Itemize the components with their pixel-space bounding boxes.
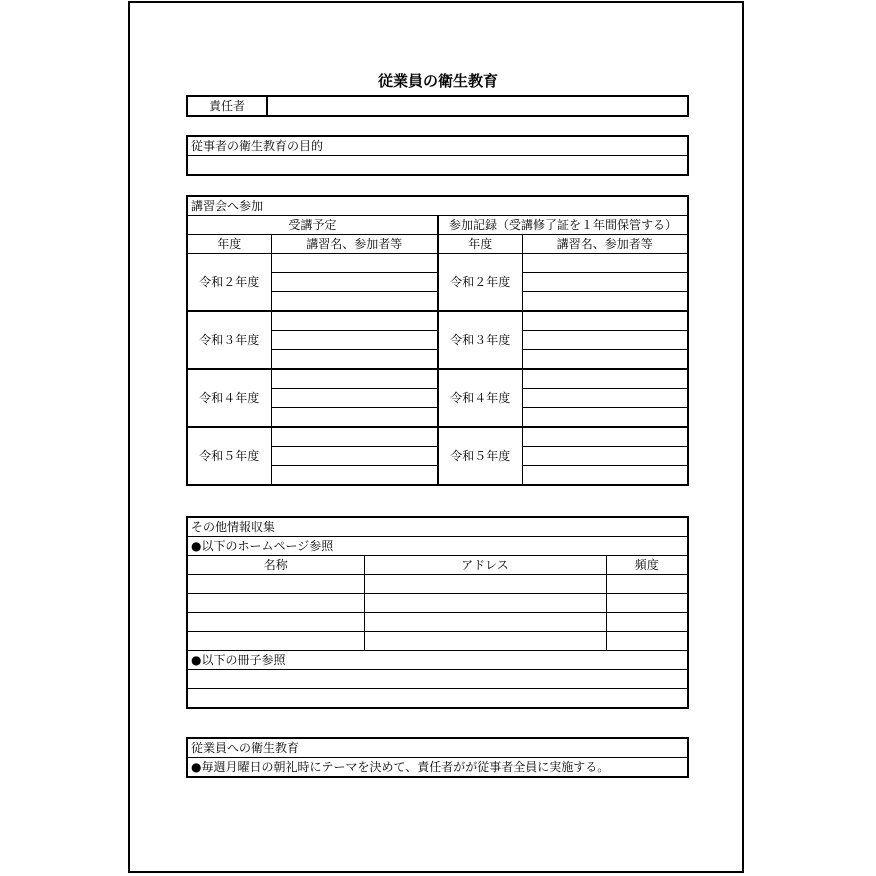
homepage-frequency-field[interactable]	[606, 594, 688, 613]
training-course-field[interactable]	[271, 254, 438, 273]
training-record-field[interactable]	[522, 331, 688, 350]
booklet-label: ●以下の冊子参照	[187, 651, 688, 670]
training-year-cell: 令和４年度	[438, 369, 522, 427]
training-header: 講習会へ参加	[187, 196, 688, 216]
training-record-field[interactable]	[522, 369, 688, 389]
homepage-address-field[interactable]	[364, 575, 606, 594]
purpose-table	[186, 135, 689, 176]
education-header: 従業員への衛生教育	[187, 738, 688, 758]
training-year-cell: 令和３年度	[187, 311, 271, 369]
training-course-field[interactable]	[271, 350, 438, 370]
homepage-name-field[interactable]	[187, 613, 364, 632]
education-text: ●毎週月曜日の朝礼時にテーマを決めて、責任者がが従事者全員に実施する。	[187, 758, 688, 778]
training-year-cell: 令和５年度	[438, 427, 522, 485]
training-col-course: 講習名、参加者等	[522, 235, 688, 254]
training-year-cell: 令和４年度	[187, 369, 271, 427]
homepage-name-field[interactable]	[187, 594, 364, 613]
training-record-field[interactable]	[522, 254, 688, 273]
training-course-field[interactable]	[271, 292, 438, 312]
purpose-header: 従事者の衛生教育の目的	[187, 136, 688, 156]
training-year-cell: 令和２年度	[187, 254, 271, 312]
training-col-course: 講習名、参加者等	[271, 235, 438, 254]
training-course-field[interactable]	[271, 408, 438, 428]
training-course-field[interactable]	[271, 466, 438, 486]
purpose-field[interactable]	[187, 156, 688, 176]
training-course-field[interactable]	[271, 389, 438, 408]
training-year-cell: 令和５年度	[187, 427, 271, 485]
homepage-address-field[interactable]	[364, 632, 606, 651]
homepage-frequency-field[interactable]	[606, 575, 688, 594]
homepage-name-field[interactable]	[187, 575, 364, 594]
homepage-col-name: 名称	[187, 556, 364, 575]
homepage-col-address: アドレス	[364, 556, 606, 575]
training-record-field[interactable]	[522, 466, 688, 486]
responsible-field[interactable]	[267, 96, 688, 116]
training-course-field[interactable]	[271, 331, 438, 350]
training-course-field[interactable]	[271, 369, 438, 389]
homepage-col-frequency: 頻度	[606, 556, 688, 575]
education-table	[186, 737, 689, 778]
other-info-table	[186, 516, 689, 709]
training-record-field[interactable]	[522, 408, 688, 428]
training-col-year: 年度	[187, 235, 271, 254]
training-record-field[interactable]	[522, 427, 688, 447]
page-title: 従業員の衛生教育	[377, 72, 498, 90]
homepage-name-field[interactable]	[187, 632, 364, 651]
training-record-field[interactable]	[522, 273, 688, 292]
training-col-year: 年度	[438, 235, 522, 254]
other-info-header: その他情報収集	[187, 517, 688, 537]
training-table	[186, 195, 689, 486]
training-record-field[interactable]	[522, 447, 688, 466]
training-course-field[interactable]	[271, 427, 438, 447]
training-record-field[interactable]	[522, 350, 688, 370]
training-record-field[interactable]	[522, 389, 688, 408]
training-course-field[interactable]	[271, 447, 438, 466]
responsible-table	[186, 95, 689, 117]
training-course-field[interactable]	[271, 273, 438, 292]
homepage-address-field[interactable]	[364, 613, 606, 632]
training-year-cell: 令和３年度	[438, 311, 522, 369]
training-record-label: 参加記録（受講修了証を１年間保管する）	[438, 216, 688, 235]
training-year-cell: 令和２年度	[438, 254, 522, 312]
homepage-address-field[interactable]	[364, 594, 606, 613]
booklet-field[interactable]	[187, 670, 688, 689]
training-course-field[interactable]	[271, 311, 438, 331]
homepage-frequency-field[interactable]	[606, 632, 688, 651]
training-planned-label: 受講予定	[187, 216, 438, 235]
homepage-frequency-field[interactable]	[606, 613, 688, 632]
responsible-label: 責任者	[187, 96, 267, 116]
booklet-field[interactable]	[187, 689, 688, 709]
homepage-label: ●以下のホームページ参照	[187, 537, 688, 556]
training-record-field[interactable]	[522, 292, 688, 312]
training-record-field[interactable]	[522, 311, 688, 331]
